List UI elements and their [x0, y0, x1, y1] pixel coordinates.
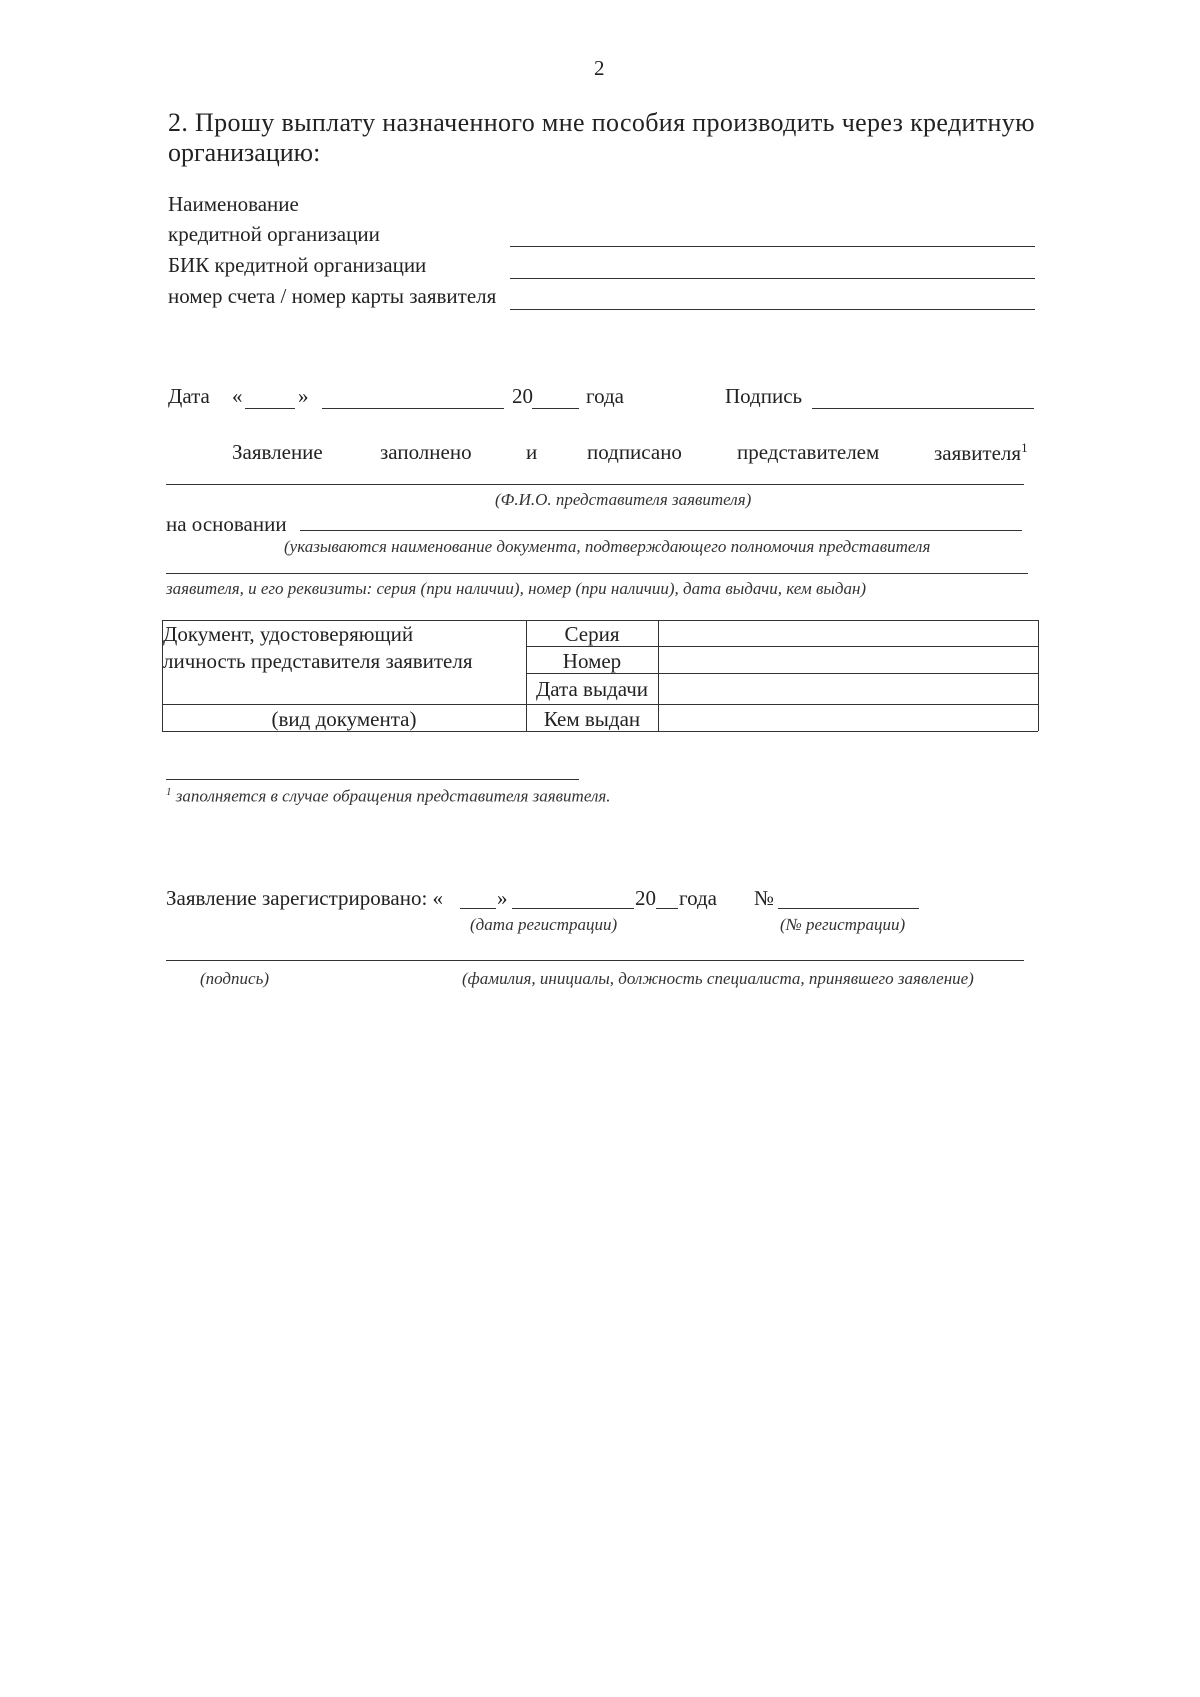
- rep-word-6: [934, 440, 1028, 466]
- registration-year-prefix: 20: [635, 886, 656, 910]
- date-year-prefix: 20: [512, 384, 533, 408]
- section2-text-line1: 2. Прошу выплату назначенного мне пособия производить через кредитную: [168, 108, 1035, 137]
- rep-word-1: Заявление: [232, 440, 323, 464]
- registration-year-field[interactable]: [656, 908, 678, 909]
- registration-day-field[interactable]: [460, 908, 496, 909]
- bik-field[interactable]: [510, 278, 1035, 279]
- id-table-border-top: [162, 620, 1038, 621]
- registration-label: Заявление зарегистрировано: «: [166, 886, 444, 910]
- registration-quote-close: »: [497, 886, 508, 910]
- id-row-label-issued-by: Кем выдан: [543, 707, 641, 731]
- footnote-body: заполняется в случае обращения представителя заявителя.: [175, 786, 611, 806]
- registration-specialist-caption: (фамилия, инициалы, должность специалиста, принявшего заявление): [462, 969, 974, 988]
- basis-caption-1: (указываются наименование документа, подтверждающего полномочия представителя: [284, 537, 931, 556]
- id-issue-date-input[interactable]: [660, 675, 1036, 703]
- date-quote-close: »: [298, 384, 309, 408]
- id-doc-label-2: личность представителя заявителя: [163, 649, 473, 673]
- id-series-input[interactable]: [660, 622, 1036, 645]
- date-year-field[interactable]: [532, 408, 579, 409]
- page-number: 2: [594, 56, 605, 80]
- bank-name-label-2: кредитной организации: [168, 222, 380, 246]
- account-label: номер счета / номер карты заявителя: [168, 284, 497, 308]
- id-doc-type-caption: (вид документа): [271, 707, 417, 731]
- registration-signature-caption: (подпись): [200, 969, 269, 988]
- rep-fio-field[interactable]: [166, 484, 1024, 485]
- footnote-ref: 1: [1021, 440, 1028, 455]
- basis-field[interactable]: [300, 530, 1022, 531]
- registration-month-field[interactable]: [512, 908, 634, 909]
- signature-field[interactable]: [812, 408, 1034, 409]
- basis-field-2[interactable]: [166, 573, 1028, 574]
- registration-signature-line[interactable]: [166, 960, 1024, 961]
- registration-number-sign: №: [754, 886, 775, 910]
- date-quote-open: «: [232, 384, 243, 408]
- date-year-suffix: года: [586, 384, 624, 408]
- date-day-field[interactable]: [245, 408, 295, 409]
- id-row-label-series: Серия: [564, 622, 620, 646]
- account-field[interactable]: [510, 309, 1035, 310]
- id-issued-by-input[interactable]: [660, 706, 1036, 730]
- id-row-label-number: Номер: [562, 649, 622, 673]
- date-month-field[interactable]: [322, 408, 504, 409]
- footnote-separator: [166, 779, 579, 780]
- registration-number-field[interactable]: [778, 908, 919, 909]
- registration-number-caption: (№ регистрации): [780, 915, 906, 934]
- bank-name-field[interactable]: [510, 246, 1035, 247]
- id-number-input[interactable]: [660, 648, 1036, 672]
- basis-label: на основании: [166, 512, 287, 536]
- rep-fio-caption: (Ф.И.О. представителя заявителя): [495, 490, 752, 509]
- rep-word-6-text: заявителя: [934, 441, 1022, 465]
- id-doc-label-1: Документ, удостоверяющий: [163, 622, 414, 646]
- basis-caption-2: заявителя, и его реквизиты: серия (при наличии), номер (при наличии), дата выдачи, кем выдан): [166, 579, 867, 598]
- section2-text-line2: организацию:: [168, 138, 321, 167]
- bank-name-label-1: Наименование: [168, 192, 299, 216]
- signature-label: Подпись: [725, 384, 803, 408]
- registration-date-caption: (дата регистрации): [470, 915, 618, 934]
- footnote-text: [166, 786, 611, 807]
- date-label: Дата: [168, 384, 210, 408]
- rep-word-3: и: [526, 440, 538, 464]
- id-table-row-sep-3: [162, 704, 1038, 705]
- id-table-border-right: [1038, 620, 1039, 731]
- rep-word-4: подписано: [587, 440, 682, 464]
- bik-label: БИК кредитной организации: [168, 253, 427, 277]
- rep-word-5: представителем: [737, 440, 880, 464]
- id-row-label-issue-date: Дата выдачи: [535, 677, 649, 701]
- id-table-col-sep-2: [658, 620, 659, 731]
- registration-year-suffix: года: [679, 886, 717, 910]
- rep-word-2: заполнено: [380, 440, 472, 464]
- footnote-mark: 1: [166, 786, 172, 798]
